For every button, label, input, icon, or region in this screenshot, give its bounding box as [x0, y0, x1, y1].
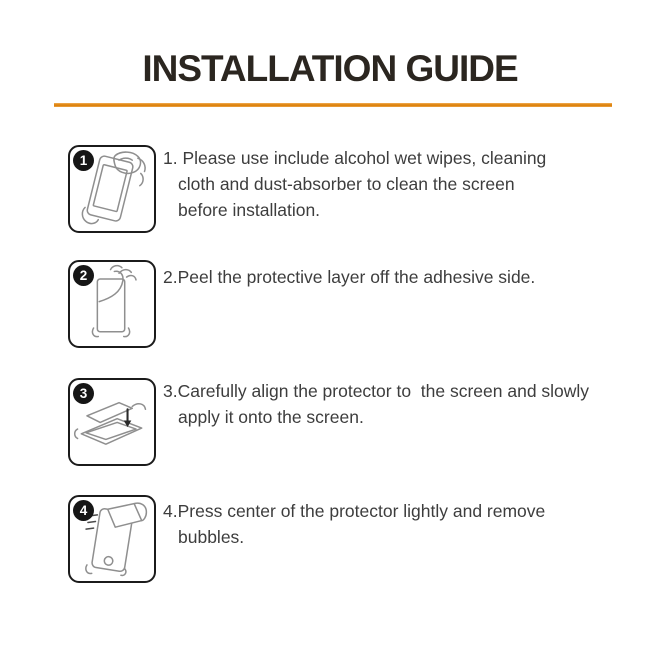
step-1-figure	[68, 145, 156, 233]
step-1-line-1: 1. Please use include alcohol wet wipes, cleaning	[163, 148, 547, 168]
step-4-line-1: 4.Press center of the protector lightly and remove	[163, 501, 546, 521]
step-1-line-3: before installation.	[178, 200, 321, 220]
step-3-line-2: apply it onto the screen.	[178, 407, 364, 427]
step-1-line-2: cloth and dust-absorber to clean the screen	[178, 174, 515, 194]
title-divider	[54, 103, 612, 107]
step-2-line-1: 2.Peel the protective layer off the adhesive side.	[163, 267, 536, 287]
step-2-text	[163, 264, 633, 290]
step-3-figure	[68, 378, 156, 466]
step-2-number-badge: 2	[73, 265, 94, 286]
step-4-text	[163, 498, 633, 550]
step-3-line-1: 3.Carefully align the protector to the screen and slowly	[163, 381, 590, 401]
step-1-number-badge: 1	[73, 150, 94, 171]
step-4-line-2: bubbles.	[178, 527, 245, 547]
step-4-number-badge: 4	[73, 500, 94, 521]
page-title: INSTALLATION GUIDE	[142, 48, 518, 89]
step-3-number-badge: 3	[73, 383, 94, 404]
step-4-figure	[68, 495, 156, 583]
step-2-figure	[68, 260, 156, 348]
step-1-text	[163, 145, 633, 223]
step-3-text	[163, 378, 633, 430]
